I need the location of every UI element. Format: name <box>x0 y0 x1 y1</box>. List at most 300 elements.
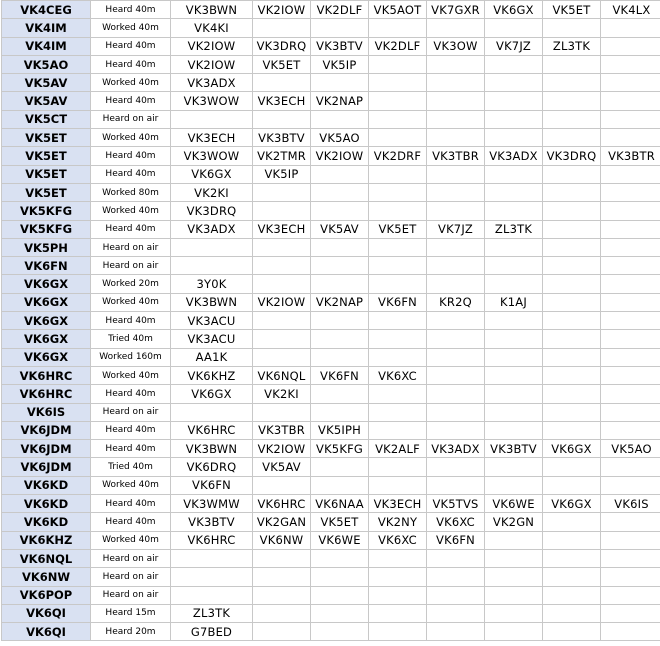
contact-cell <box>485 403 543 421</box>
contact-cell: VK2IOW <box>253 1 311 19</box>
contact-cell <box>485 586 543 604</box>
contact-cell <box>601 458 660 476</box>
table-row <box>2 1 660 19</box>
table-row <box>2 147 660 165</box>
contact-cell: VK3DRQ <box>253 37 311 55</box>
callsign-cell: VK6POP <box>2 586 91 604</box>
contact-cell <box>427 257 485 275</box>
contact-cell: VK5ET <box>311 513 369 531</box>
contact-cell <box>427 165 485 183</box>
contact-cell <box>369 74 427 92</box>
contact-cell <box>543 421 601 439</box>
callsign-cell: VK6QI <box>2 623 91 641</box>
status-cell: Heard 40m <box>91 220 171 238</box>
contact-cell: VK2IOW <box>171 55 253 73</box>
callsign-cell: VK6HRC <box>2 366 91 384</box>
contact-cell: VK6NAA <box>311 495 369 513</box>
callsign-cell: VK6NQL <box>2 549 91 567</box>
table-row <box>2 220 660 238</box>
status-cell: Heard on air <box>91 586 171 604</box>
contact-cell: VK2KI <box>253 385 311 403</box>
contact-cell <box>427 74 485 92</box>
callsign-cell: VK5ET <box>2 129 91 147</box>
contact-cell: VK6HRC <box>171 421 253 439</box>
contact-cell <box>543 513 601 531</box>
contact-cell <box>485 55 543 73</box>
contact-cell <box>369 183 427 201</box>
callsign-cell: VK4IM <box>2 37 91 55</box>
contact-cell: VK3BTV <box>171 513 253 531</box>
contact-cell <box>369 202 427 220</box>
contact-cell <box>601 37 660 55</box>
callsign-cell: VK5ET <box>2 183 91 201</box>
contact-cell <box>543 549 601 567</box>
table-row <box>2 385 660 403</box>
contact-cell: VK3ECH <box>253 220 311 238</box>
contact-cell: VK3ACU <box>171 312 253 330</box>
contact-cell <box>311 549 369 567</box>
contact-cell <box>485 238 543 256</box>
contact-cell <box>253 586 311 604</box>
contact-cell <box>601 385 660 403</box>
contact-cell <box>171 568 253 586</box>
status-cell: Worked 40m <box>91 19 171 37</box>
status-cell: Worked 40m <box>91 476 171 494</box>
table-row <box>2 183 660 201</box>
contact-cell <box>311 19 369 37</box>
contact-cell <box>253 568 311 586</box>
contact-cell: VK5AO <box>311 129 369 147</box>
contact-cell: VK6DRQ <box>171 458 253 476</box>
contact-cell <box>311 202 369 220</box>
callsign-cell: VK6GX <box>2 330 91 348</box>
contact-cell <box>427 568 485 586</box>
contact-cell: VK6FN <box>369 293 427 311</box>
contact-cell: VK5IP <box>311 55 369 73</box>
callsign-cell: VK5ET <box>2 165 91 183</box>
contact-cell <box>253 19 311 37</box>
contact-cell <box>427 19 485 37</box>
table-row <box>2 623 660 641</box>
contact-cell <box>601 202 660 220</box>
contact-cell <box>311 586 369 604</box>
contact-cell <box>253 604 311 622</box>
contact-cell: VK2NAP <box>311 92 369 110</box>
log-table-body <box>2 1 660 641</box>
contact-cell <box>601 312 660 330</box>
contact-cell <box>601 513 660 531</box>
contact-cell: VK6HRC <box>171 531 253 549</box>
contact-cell <box>369 348 427 366</box>
callsign-cell: VK6QI <box>2 604 91 622</box>
contact-cell: VK2DLF <box>369 37 427 55</box>
contact-cell: VK2IOW <box>253 440 311 458</box>
callsign-cell: VK6FN <box>2 257 91 275</box>
contact-cell <box>485 421 543 439</box>
contact-cell <box>543 129 601 147</box>
contact-cell <box>485 202 543 220</box>
contact-cell <box>543 55 601 73</box>
contact-cell <box>171 238 253 256</box>
contact-cell <box>427 55 485 73</box>
contact-cell <box>485 568 543 586</box>
contact-cell <box>601 257 660 275</box>
contact-cell <box>601 549 660 567</box>
contact-cell <box>369 385 427 403</box>
contact-cell: VK5ET <box>543 1 601 19</box>
contact-cell <box>485 183 543 201</box>
contact-cell <box>485 549 543 567</box>
contact-cell: G7BED <box>171 623 253 641</box>
status-cell: Worked 40m <box>91 366 171 384</box>
table-row <box>2 330 660 348</box>
contact-cell: VK2ALF <box>369 440 427 458</box>
contact-cell <box>171 549 253 567</box>
contact-cell <box>311 183 369 201</box>
status-cell: Heard on air <box>91 549 171 567</box>
table-row <box>2 293 660 311</box>
contact-cell <box>427 238 485 256</box>
contact-cell: VK6NW <box>253 531 311 549</box>
contact-cell <box>253 257 311 275</box>
status-cell: Tried 40m <box>91 330 171 348</box>
status-cell: Heard 40m <box>91 312 171 330</box>
status-cell: Worked 40m <box>91 202 171 220</box>
callsign-cell: VK5AO <box>2 55 91 73</box>
contact-cell: ZL3TK <box>485 220 543 238</box>
contact-cell: VK6HRC <box>253 495 311 513</box>
contact-cell <box>543 92 601 110</box>
callsign-cell: VK6GX <box>2 275 91 293</box>
status-cell: Heard on air <box>91 403 171 421</box>
contact-cell <box>311 257 369 275</box>
contact-cell <box>369 568 427 586</box>
contact-cell <box>253 312 311 330</box>
status-cell: Worked 40m <box>91 129 171 147</box>
contact-cell <box>543 330 601 348</box>
table-row <box>2 129 660 147</box>
table-row <box>2 586 660 604</box>
contact-cell: VK3BWN <box>171 1 253 19</box>
status-cell: Tried 40m <box>91 458 171 476</box>
contact-cell: VK6IS <box>601 495 660 513</box>
status-cell: Heard 40m <box>91 495 171 513</box>
callsign-cell: VK6GX <box>2 293 91 311</box>
contact-cell: VK2TMR <box>253 147 311 165</box>
contact-cell: VK3BTR <box>601 147 660 165</box>
callsign-cell: VK6GX <box>2 312 91 330</box>
contact-cell: VK3ADX <box>485 147 543 165</box>
contact-cell: VK5ET <box>369 220 427 238</box>
contact-cell <box>369 55 427 73</box>
table-row <box>2 92 660 110</box>
contact-cell <box>543 110 601 128</box>
contact-cell <box>427 312 485 330</box>
status-cell: Heard on air <box>91 110 171 128</box>
contact-cell: VK6WE <box>485 495 543 513</box>
contact-cell <box>171 586 253 604</box>
contact-cell: VK5AOT <box>369 1 427 19</box>
contact-cell <box>253 74 311 92</box>
callsign-cell: VK6JDM <box>2 440 91 458</box>
contact-cell: VK3OW <box>427 37 485 55</box>
table-row <box>2 165 660 183</box>
contact-cell: VK2KI <box>171 183 253 201</box>
table-row <box>2 366 660 384</box>
contact-cell: VK3BTV <box>253 129 311 147</box>
contact-cell <box>253 623 311 641</box>
contact-cell <box>311 385 369 403</box>
callsign-cell: VK4IM <box>2 19 91 37</box>
contact-cell <box>543 183 601 201</box>
table-row <box>2 495 660 513</box>
contact-cell <box>485 129 543 147</box>
contact-cell <box>369 238 427 256</box>
contact-cell <box>311 403 369 421</box>
contact-cell: VK7JZ <box>427 220 485 238</box>
callsign-cell: VK6KHZ <box>2 531 91 549</box>
contact-cell <box>601 19 660 37</box>
contact-cell: ZL3TK <box>543 37 601 55</box>
contact-cell <box>369 403 427 421</box>
contact-cell <box>543 623 601 641</box>
contact-cell <box>485 330 543 348</box>
contact-cell: VK2NY <box>369 513 427 531</box>
table-row <box>2 440 660 458</box>
contact-cell <box>369 312 427 330</box>
contact-cell: VK3WOW <box>171 92 253 110</box>
status-cell: Heard 40m <box>91 37 171 55</box>
contact-cell <box>369 92 427 110</box>
contact-cell <box>543 458 601 476</box>
contact-cell: VK6KHZ <box>171 366 253 384</box>
contact-cell <box>601 623 660 641</box>
contact-cell <box>171 403 253 421</box>
contact-cell: VK5IPH <box>311 421 369 439</box>
contact-cell <box>311 110 369 128</box>
status-cell: Heard 40m <box>91 92 171 110</box>
contact-cell <box>253 110 311 128</box>
contact-cell <box>253 202 311 220</box>
status-cell: Heard 40m <box>91 440 171 458</box>
status-cell: Heard 40m <box>91 1 171 19</box>
contact-cell: VK6WE <box>311 531 369 549</box>
table-row <box>2 476 660 494</box>
callsign-cell: VK6NW <box>2 568 91 586</box>
contact-cell: VK2DLF <box>311 1 369 19</box>
contact-cell: VK6NQL <box>253 366 311 384</box>
contact-cell: VK6GX <box>171 165 253 183</box>
contact-cell <box>601 275 660 293</box>
callsign-cell: VK6JDM <box>2 421 91 439</box>
contact-cell <box>543 586 601 604</box>
contact-cell <box>427 476 485 494</box>
contact-cell <box>253 348 311 366</box>
contact-cell: VK6FN <box>311 366 369 384</box>
status-cell: Heard on air <box>91 238 171 256</box>
contact-cell <box>543 238 601 256</box>
contact-cell <box>601 165 660 183</box>
contact-cell: VK5ET <box>253 55 311 73</box>
contact-cell <box>253 476 311 494</box>
contact-cell <box>485 604 543 622</box>
contact-cell <box>485 74 543 92</box>
contact-cell: VK6GX <box>171 385 253 403</box>
contact-cell: VK6XC <box>427 513 485 531</box>
contact-cell: VK6GX <box>485 1 543 19</box>
status-cell: Worked 40m <box>91 293 171 311</box>
contact-cell <box>369 257 427 275</box>
contact-cell <box>427 330 485 348</box>
contact-cell: 3Y0K <box>171 275 253 293</box>
status-cell: Worked 80m <box>91 183 171 201</box>
contact-cell <box>543 74 601 92</box>
callsign-cell: VK6HRC <box>2 385 91 403</box>
contact-cell <box>311 275 369 293</box>
contact-cell <box>601 348 660 366</box>
contact-cell <box>543 257 601 275</box>
contact-cell <box>427 202 485 220</box>
contact-cell <box>427 604 485 622</box>
contact-cell <box>369 129 427 147</box>
contact-cell: VK5TVS <box>427 495 485 513</box>
contact-cell <box>311 568 369 586</box>
contact-cell <box>601 293 660 311</box>
contact-cell <box>427 385 485 403</box>
table-row <box>2 531 660 549</box>
contact-cell <box>171 110 253 128</box>
contact-cell <box>485 165 543 183</box>
contact-cell: VK2DRF <box>369 147 427 165</box>
contact-cell: VK3BTV <box>311 37 369 55</box>
contact-cell <box>427 623 485 641</box>
contact-cell <box>543 220 601 238</box>
status-cell: Heard 40m <box>91 147 171 165</box>
contact-cell <box>253 330 311 348</box>
contact-cell <box>485 257 543 275</box>
contact-cell <box>427 421 485 439</box>
contact-cell <box>171 257 253 275</box>
contact-cell <box>311 348 369 366</box>
contact-cell <box>311 476 369 494</box>
contact-cell: VK3ECH <box>171 129 253 147</box>
callsign-cell: VK5AV <box>2 74 91 92</box>
callsign-cell: VK5ET <box>2 147 91 165</box>
status-cell: Worked 40m <box>91 531 171 549</box>
contact-cell <box>485 348 543 366</box>
status-cell: Heard 20m <box>91 623 171 641</box>
contact-cell: K1AJ <box>485 293 543 311</box>
contact-cell <box>543 202 601 220</box>
table-row <box>2 403 660 421</box>
contact-cell: VK3ADX <box>171 74 253 92</box>
contact-cell: VK2IOW <box>311 147 369 165</box>
contact-cell <box>427 586 485 604</box>
contact-cell <box>311 74 369 92</box>
contact-cell <box>485 110 543 128</box>
contact-cell <box>485 275 543 293</box>
contact-cell <box>253 403 311 421</box>
contact-cell: VK3WOW <box>171 147 253 165</box>
contact-cell <box>369 19 427 37</box>
callsign-cell: VK4CEG <box>2 1 91 19</box>
status-cell: Heard 40m <box>91 165 171 183</box>
contact-cell <box>369 586 427 604</box>
contact-cell <box>311 238 369 256</box>
callsign-cell: VK5PH <box>2 238 91 256</box>
contact-cell: VK3BWN <box>171 440 253 458</box>
contact-cell <box>601 110 660 128</box>
contact-cell <box>601 220 660 238</box>
contact-cell: VK3BWN <box>171 293 253 311</box>
contact-cell: VK2GAN <box>253 513 311 531</box>
contact-cell <box>601 55 660 73</box>
table-row <box>2 348 660 366</box>
contact-cell <box>601 238 660 256</box>
contact-cell: VK5KFG <box>311 440 369 458</box>
contact-cell: VK4LX <box>601 1 660 19</box>
contact-cell <box>543 568 601 586</box>
table-row <box>2 202 660 220</box>
contact-cell: VK2NAP <box>311 293 369 311</box>
contact-cell: VK6XC <box>369 366 427 384</box>
contact-cell <box>253 238 311 256</box>
contact-cell: VK7JZ <box>485 37 543 55</box>
contact-cell <box>369 549 427 567</box>
contact-cell: VK6FN <box>427 531 485 549</box>
callsign-cell: VK6KD <box>2 476 91 494</box>
contact-cell <box>601 531 660 549</box>
contact-cell <box>427 403 485 421</box>
contact-cell <box>369 165 427 183</box>
contact-cell <box>369 604 427 622</box>
contact-cell <box>485 623 543 641</box>
contact-cell: VK6GX <box>543 495 601 513</box>
contact-cell <box>485 366 543 384</box>
contact-cell <box>543 476 601 494</box>
status-cell: Worked 160m <box>91 348 171 366</box>
contact-cell: VK2IOW <box>171 37 253 55</box>
contact-cell <box>485 458 543 476</box>
contact-cell <box>369 330 427 348</box>
contact-cell <box>543 385 601 403</box>
table-row <box>2 110 660 128</box>
contact-cell <box>485 92 543 110</box>
contact-cell: VK3BTV <box>485 440 543 458</box>
contact-cell: VK5IP <box>253 165 311 183</box>
table-row <box>2 275 660 293</box>
contact-cell <box>427 348 485 366</box>
contact-cell <box>369 623 427 641</box>
callsign-cell: VK5KFG <box>2 202 91 220</box>
contact-cell <box>427 366 485 384</box>
contact-cell <box>543 275 601 293</box>
contact-cell: VK3ADX <box>171 220 253 238</box>
contact-cell: VK6FN <box>171 476 253 494</box>
contact-cell <box>543 165 601 183</box>
contact-cell <box>601 74 660 92</box>
contact-cell <box>427 92 485 110</box>
contact-cell <box>485 476 543 494</box>
contact-cell <box>369 458 427 476</box>
contact-cell <box>311 330 369 348</box>
status-cell: Heard on air <box>91 257 171 275</box>
contact-cell <box>543 604 601 622</box>
contact-cell: VK5AV <box>253 458 311 476</box>
contact-cell: VK6GX <box>543 440 601 458</box>
table-row <box>2 37 660 55</box>
contact-cell <box>311 165 369 183</box>
